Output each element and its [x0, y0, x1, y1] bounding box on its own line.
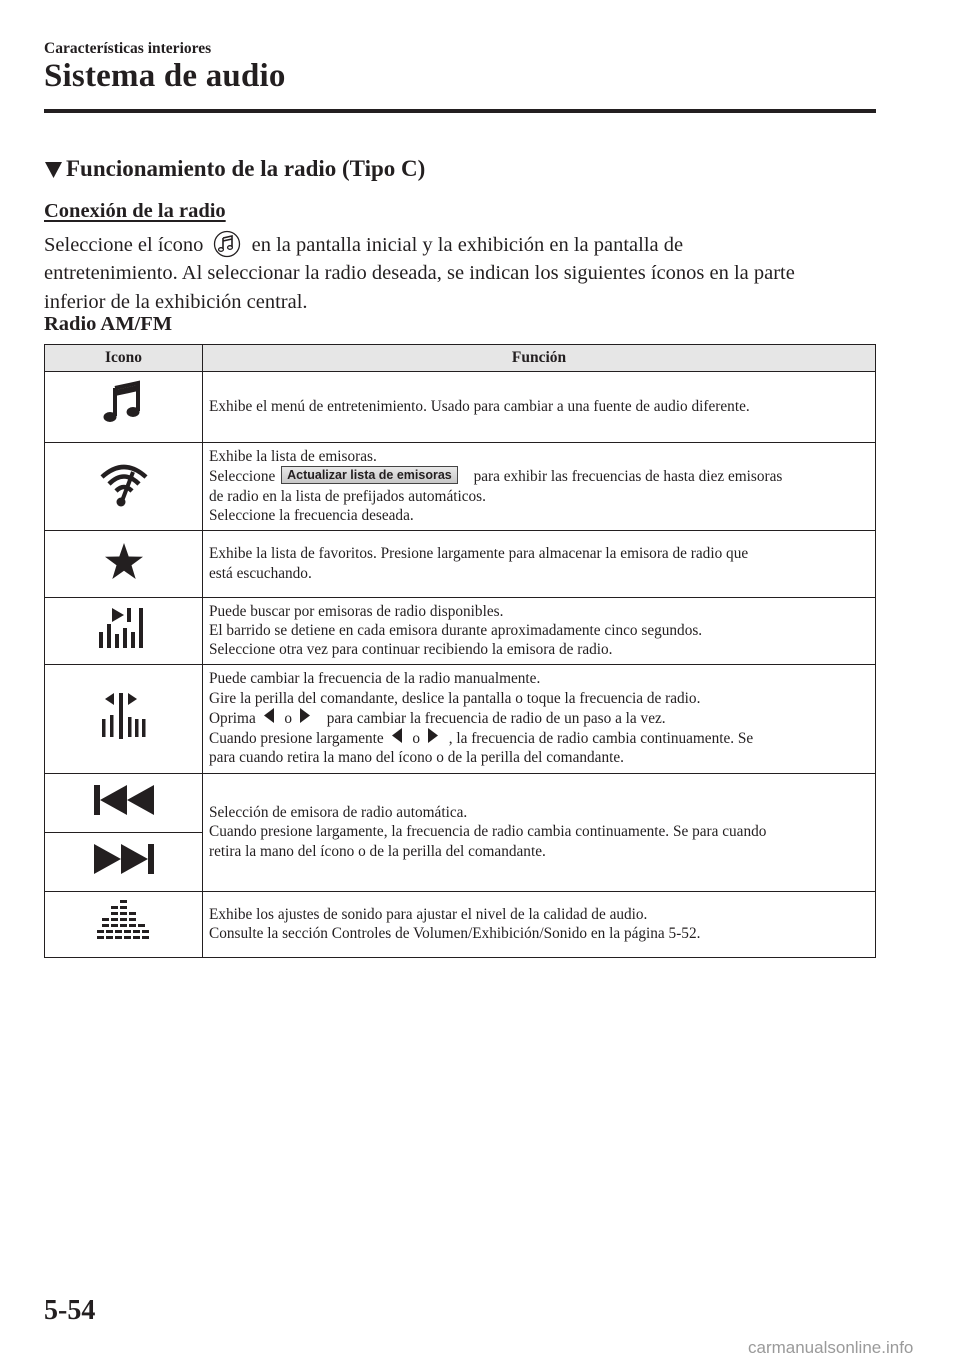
manual-tune-icon — [101, 691, 147, 741]
music-note-icon — [213, 230, 241, 260]
header-icon: Icono — [45, 345, 203, 372]
skip-back-icon — [93, 783, 155, 817]
function-text: Gire la perilla del comandante, deslice la pantalla o toque la frecuencia de radio. — [209, 689, 701, 707]
function-text: retira la mano del ícono o de la perilla del comandante. — [209, 842, 546, 860]
music-note-icon — [102, 380, 146, 428]
skip-forward-icon — [93, 842, 155, 876]
header-function: Función — [203, 345, 876, 372]
icon-cell — [45, 774, 203, 833]
table-row — [45, 372, 876, 443]
function-cell — [203, 372, 876, 443]
function-text-with-arrows — [209, 708, 869, 728]
icon-cell — [45, 598, 203, 665]
table-row — [45, 665, 876, 774]
function-text-part: para cambiar la frecuencia de radio de un paso a la vez. — [326, 709, 666, 727]
table-row — [45, 531, 876, 598]
icon-cell — [45, 531, 203, 598]
function-text-with-button — [209, 466, 869, 486]
function-cell — [203, 598, 876, 665]
function-cell — [203, 665, 876, 774]
icon-cell — [45, 892, 203, 958]
right-arrow-icon — [427, 728, 439, 743]
icon-function-table — [44, 344, 876, 958]
table-row — [45, 774, 876, 833]
sound-settings-icon — [97, 898, 151, 946]
function-text: El barrido se detiene en cada emisora durante aproximadamente cinco segundos. — [209, 621, 703, 639]
icon-cell — [45, 443, 203, 531]
function-text: Exhibe el menú de entretenimiento. Usado para cambiar a una fuente de audio diferente. — [209, 397, 750, 415]
function-text: Seleccione otra vez para continuar recibiendo la emisora de radio. — [209, 641, 613, 659]
table-header-row — [45, 345, 876, 372]
function-text: Puede buscar por emisoras de radio disponibles. — [209, 602, 504, 620]
radio-subheading: Radio AM/FM — [44, 313, 173, 335]
function-text: Puede cambiar la frecuencia de la radio manualmente. — [209, 670, 541, 688]
function-text: Cuando presione largamente, la frecuencia de radio cambia continuamente. Se para cuando — [209, 823, 767, 841]
function-text: Exhibe la lista de favoritos. Presione largamente para almacenar la emisora de radio que — [209, 545, 749, 563]
table-row — [45, 892, 876, 958]
triangle-bullet-icon — [44, 161, 63, 179]
function-text-part: , la frecuencia de radio cambia continuamente. Se — [448, 730, 754, 748]
function-text-part: Seleccione — [209, 468, 276, 486]
intro-line-1-before: Seleccione el ícono — [44, 234, 204, 256]
function-cell — [203, 774, 876, 892]
left-arrow-icon — [391, 728, 403, 743]
function-text-part: o — [284, 709, 293, 727]
function-text: para cuando retira la mano del ícono o de la perilla del comandante. — [209, 749, 624, 767]
intro-line-3: inferior de la exhibición central. — [44, 291, 308, 313]
title-rule — [44, 109, 876, 113]
table-row — [45, 443, 876, 531]
page-number: 5-54 — [44, 1295, 96, 1326]
star-icon — [104, 542, 144, 580]
function-text: de radio en la lista de prefijados automáticos. — [209, 487, 486, 505]
function-text: Selección de emisora de radio automática. — [209, 804, 468, 822]
icon-cell — [45, 833, 203, 892]
function-text-part: o — [412, 730, 421, 748]
function-text: está escuchando. — [209, 564, 312, 582]
function-text: Consulte la sección Controles de Volumen/Exhibición/Sonido en la página 5-52. — [209, 925, 701, 942]
table-row — [45, 598, 876, 665]
page-title: Sistema de audio — [44, 58, 286, 94]
left-arrow-icon — [263, 708, 275, 723]
right-arrow-icon — [299, 708, 311, 723]
function-text-with-arrows — [209, 728, 869, 748]
watermark: carmanualsonline.info — [748, 1338, 914, 1357]
section-heading — [44, 156, 425, 182]
update-station-list-button[interactable]: Actualizar lista de emisoras — [281, 466, 458, 484]
function-text-part: Oprima — [209, 709, 256, 727]
category-label: Características interiores — [44, 40, 212, 57]
function-cell — [203, 443, 876, 531]
radio-signal-icon — [99, 459, 149, 509]
intro-line-2: entretenimiento. Al seleccionar la radio deseada, se indican los siguientes íconos en la parte — [44, 262, 795, 284]
function-cell — [203, 531, 876, 598]
intro-line-1 — [44, 230, 884, 260]
function-text-part: Cuando presione largamente — [209, 730, 384, 748]
icon-cell — [45, 665, 203, 774]
section-heading-text: Funcionamiento de la radio (Tipo C) — [66, 156, 426, 181]
function-text: Exhibe los ajustes de sonido para ajustar el nivel de la calidad de audio. — [209, 905, 648, 923]
icon-cell — [45, 372, 203, 443]
function-text-part: para exhibir las frecuencias de hasta diez emisoras — [473, 468, 783, 486]
subheading: Conexión de la radio — [44, 200, 226, 222]
intro-line-1-after: en la pantalla inicial y la exhibición en la pantalla de — [251, 234, 684, 256]
function-cell — [203, 892, 876, 958]
function-text: Exhibe la lista de emisoras. — [209, 448, 377, 466]
scan-icon — [98, 606, 150, 650]
function-text: Seleccione la frecuencia deseada. — [209, 506, 414, 524]
